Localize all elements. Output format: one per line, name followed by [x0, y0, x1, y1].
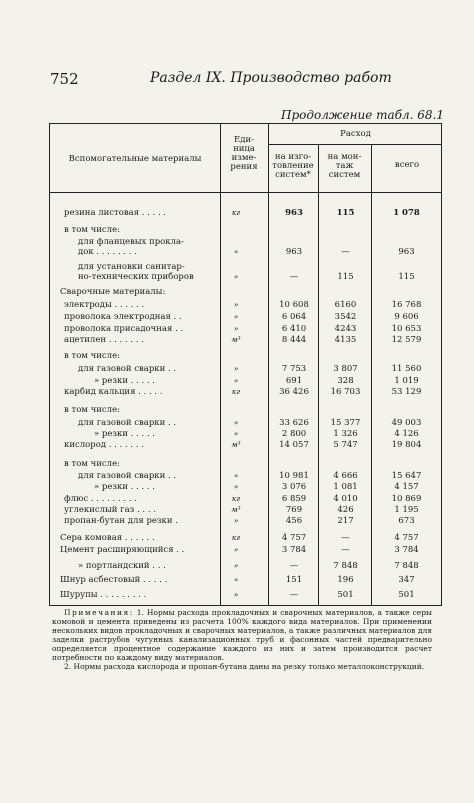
material-name: Шурупы . . . . . . . . .: [60, 590, 147, 600]
unit-cell: »: [233, 561, 239, 570]
header-manufacturing-line: систем*: [275, 170, 311, 180]
table-divider: [268, 144, 441, 145]
installation-value: 1 326: [333, 429, 358, 439]
total-value: 1 019: [394, 376, 419, 386]
table-divider: [50, 192, 441, 193]
unit-cell: кг: [231, 387, 241, 396]
unit-cell: м³: [231, 440, 241, 449]
material-name: для газовой сварки . .: [78, 364, 177, 374]
unit-cell: »: [233, 324, 239, 333]
total-value: 3 784: [394, 545, 419, 555]
unit-cell: »: [233, 429, 239, 438]
material-name: Сварочные материалы:: [60, 287, 166, 297]
material-name: карбид кальция . . . . .: [64, 387, 163, 397]
header-unit-line: рения: [230, 162, 258, 172]
header-installation: [318, 153, 371, 180]
material-name: пропан-бутан для резки .: [64, 516, 178, 526]
unit-cell: кг: [231, 494, 241, 503]
installation-value: 4 666: [333, 471, 358, 481]
material-name: Сера комовая . . . . . .: [60, 533, 155, 543]
total-value: 501: [398, 590, 415, 600]
unit-cell: »: [233, 418, 239, 427]
total-value: 4 126: [394, 429, 419, 439]
installation-value: 501: [337, 590, 354, 600]
manufacturing-value: 963: [285, 208, 303, 218]
material-name: проволока электродная . .: [64, 312, 182, 322]
material-name: для газовой сварки . .: [78, 418, 177, 428]
installation-value: 426: [337, 505, 354, 515]
manufacturing-value: 3 784: [281, 545, 307, 555]
manufacturing-value: 963: [285, 247, 303, 257]
manufacturing-value: 10 981: [279, 471, 309, 481]
installation-value: 115: [337, 272, 354, 282]
total-value: 673: [398, 516, 415, 526]
total-value: 9 606: [394, 312, 419, 322]
installation-value: 328: [337, 376, 354, 386]
installation-value: —: [341, 545, 350, 555]
page-number: 752: [50, 70, 79, 88]
header-unit-line: изме-: [231, 153, 257, 163]
manufacturing-value: —: [289, 590, 299, 600]
unit-cell: кг: [231, 533, 241, 542]
header-unit-line: ница: [233, 144, 255, 154]
manufacturing-value: 691: [285, 376, 303, 386]
manufacturing-value: 2 800: [281, 429, 307, 439]
unit-cell: »: [233, 312, 239, 321]
installation-value: 4135: [334, 335, 357, 345]
material-name: для установки санитар-: [78, 262, 185, 272]
installation-value: 1 081: [333, 482, 358, 492]
material-name: но-технических приборов: [78, 272, 194, 282]
material-name: » резки . . . . .: [94, 429, 156, 439]
manufacturing-value: —: [289, 561, 299, 571]
unit-cell: м³: [231, 505, 241, 514]
header-installation-line: на мон-: [327, 152, 362, 162]
material-name: » портландский . . .: [78, 561, 166, 571]
header-manufacturing: [268, 153, 318, 180]
manufacturing-value: 151: [285, 575, 303, 585]
material-name: для фланцевых прокла-: [78, 237, 184, 247]
unit-cell: »: [233, 516, 239, 525]
unit-cell: »: [233, 272, 239, 281]
manufacturing-value: 10 608: [279, 300, 309, 310]
material-name: в том числе:: [64, 405, 120, 415]
total-value: 115: [398, 272, 415, 282]
total-value: 15 647: [391, 471, 422, 481]
unit-cell: »: [233, 575, 239, 584]
manufacturing-value: 3 076: [281, 482, 307, 492]
total-value: 10 653: [391, 324, 422, 334]
material-name: » резки . . . . .: [94, 376, 156, 386]
manufacturing-value: 14 057: [279, 440, 309, 450]
manufacturing-value: —: [289, 272, 299, 282]
unit-cell: м³: [231, 335, 241, 344]
note-2: 2. Нормы расхода кислорода и пропан-бутана даны на резку только металлоконструкций.: [64, 662, 425, 671]
installation-value: 6160: [334, 300, 357, 310]
installation-value: 4 010: [333, 494, 358, 504]
installation-value: 217: [337, 516, 354, 526]
total-value: 49 003: [391, 418, 422, 428]
total-value: 1 078: [393, 208, 420, 218]
total-value: 963: [398, 247, 415, 257]
material-name: в том числе:: [64, 225, 120, 235]
material-name: для газовой сварки . .: [78, 471, 177, 481]
header-installation-line: систем: [328, 170, 361, 180]
material-name: проволока присадочная . .: [64, 324, 184, 334]
unit-cell: »: [233, 247, 239, 256]
material-name: Шнур асбестовый . . . . .: [60, 575, 168, 585]
installation-value: 5 747: [333, 440, 358, 450]
unit-cell: »: [233, 545, 239, 554]
unit-cell: »: [233, 482, 239, 491]
material-name: электроды . . . . . .: [64, 300, 145, 310]
manufacturing-value: 769: [285, 505, 303, 515]
header-installation-line: таж: [335, 161, 354, 171]
section-title: Раздел IX. Производство работ: [150, 70, 392, 86]
installation-value: 7 848: [333, 561, 358, 571]
material-name: » резки . . . . .: [94, 482, 156, 492]
total-value: 10 869: [391, 494, 422, 504]
total-value: 12 579: [391, 335, 422, 345]
material-name: Цемент расширяющийся . .: [60, 545, 185, 555]
total-value: 1 195: [394, 505, 419, 515]
total-value: 7 848: [394, 561, 419, 571]
material-name: резина листовая . . . . .: [64, 208, 167, 218]
installation-value: —: [341, 247, 350, 257]
manufacturing-value: 8 444: [281, 335, 307, 345]
unit-cell: »: [233, 364, 239, 373]
installation-value: 115: [336, 208, 355, 218]
total-value: 19 804: [391, 440, 422, 450]
installation-value: —: [341, 533, 350, 543]
total-value: 53 129: [391, 387, 422, 397]
manufacturing-value: 6 410: [281, 324, 307, 334]
header-consumption: Расход: [340, 129, 371, 139]
manufacturing-value: 4 757: [281, 533, 307, 543]
manufacturing-value: 7 753: [281, 364, 307, 374]
installation-value: 16 703: [330, 387, 361, 397]
unit-cell: »: [233, 376, 239, 385]
header-unit-line: Еди-: [234, 135, 254, 145]
notes-lead: Примечания:: [64, 608, 134, 617]
unit-cell: кг: [231, 208, 241, 217]
note-1: 1. Нормы расхода прокладочных и сварочных материалов, а также серы комовой и цемента приведены из расчета 100% каждого вида материалов. При применении нескольких видов прокладочных и сварочных материалов, а также различных материалов для заделки раструбов чугунных канализационных труб и фасонных частей предварительно определяется процентное содержание каждого из них и затем производится расчет потребности по каждому виду материалов.: [52, 608, 432, 662]
material-name: в том числе:: [64, 459, 120, 469]
manufacturing-value: 33 626: [279, 418, 309, 428]
header-total: всего: [394, 160, 420, 170]
installation-value: 4243: [334, 324, 357, 334]
total-value: 11 560: [391, 364, 422, 374]
header-unit: [220, 136, 268, 172]
materials-table: [49, 123, 442, 606]
installation-value: 3 807: [333, 364, 358, 374]
installation-value: 15 377: [330, 418, 361, 428]
manufacturing-value: 6 859: [281, 494, 307, 504]
header-manufacturing-line: товление: [272, 161, 314, 171]
total-value: 16 768: [391, 300, 422, 310]
total-value: 347: [398, 575, 415, 585]
total-value: 4 157: [394, 482, 419, 492]
material-name: флюс . . . . . . . . .: [64, 494, 137, 504]
installation-value: 3542: [334, 312, 357, 322]
unit-cell: »: [233, 300, 239, 309]
table-continuation-label: Продолжение табл. 68.1: [281, 108, 444, 122]
manufacturing-value: 6 064: [281, 312, 307, 322]
manufacturing-value: 456: [285, 516, 303, 526]
unit-cell: »: [233, 590, 239, 599]
material-name: углекислый газ . . . .: [64, 505, 156, 515]
page-header: [50, 70, 440, 90]
installation-value: 196: [337, 575, 354, 585]
manufacturing-value: 36 426: [279, 387, 309, 397]
material-name: кислород . . . . . . .: [64, 440, 144, 450]
header-materials: Вспомогательные материалы: [68, 154, 202, 164]
header-manufacturing-line: на изго-: [274, 152, 312, 162]
total-value: 4 757: [394, 533, 419, 543]
material-name: док . . . . . . . .: [78, 247, 137, 257]
unit-cell: »: [233, 471, 239, 480]
material-name: ацетилен . . . . . . .: [64, 335, 144, 345]
material-name: в том числе:: [64, 351, 120, 361]
table-notes: [52, 608, 432, 671]
